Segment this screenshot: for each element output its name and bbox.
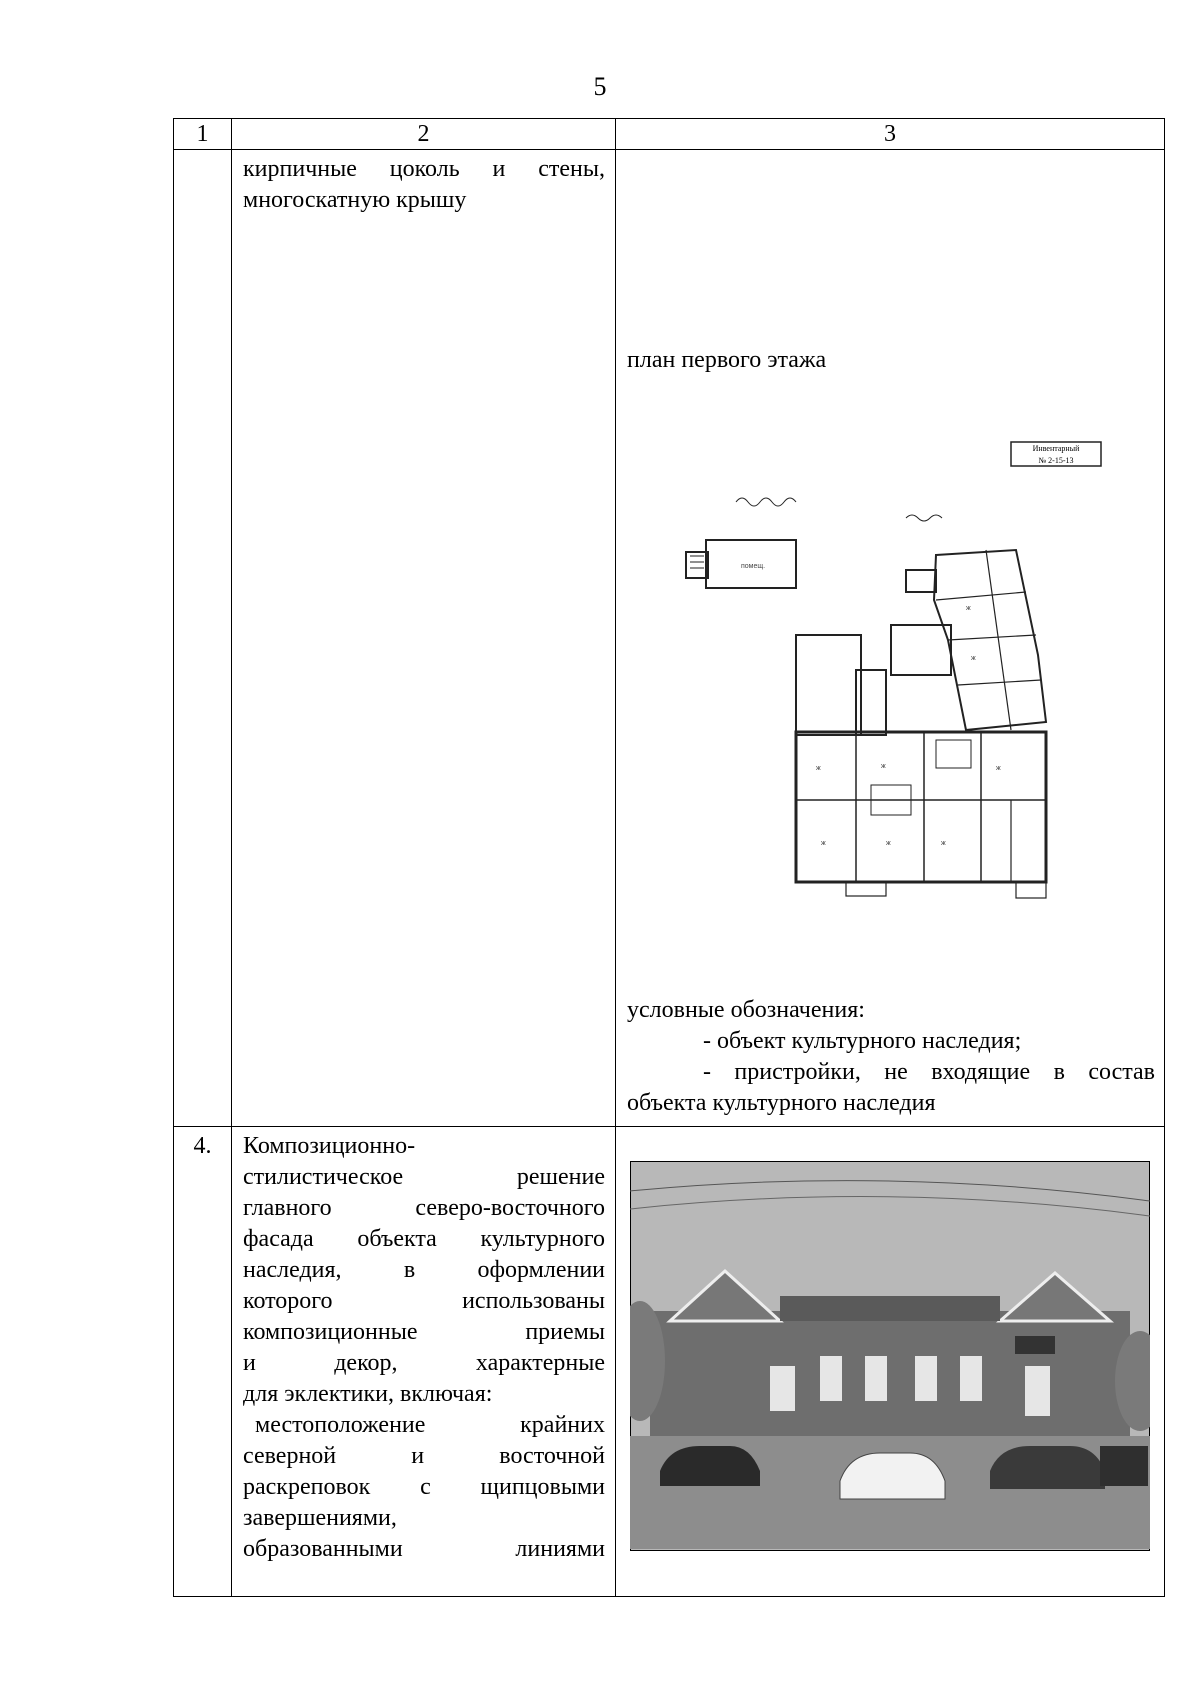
svg-text:ж: ж [816, 765, 821, 772]
description-line: и декор, характерные [243, 1350, 605, 1376]
header-col-3: 3 [616, 119, 1165, 150]
illustration-cell [616, 150, 1165, 1127]
svg-text:ж: ж [886, 840, 891, 847]
description-cell [232, 150, 616, 1127]
illustration-cell [616, 1127, 1165, 1597]
legend [627, 995, 1155, 1119]
description-line: северной и восточной [243, 1443, 605, 1469]
description-line: раскреповок с щипцовыми [243, 1474, 605, 1500]
description-line: Композиционно- [243, 1133, 416, 1159]
legend-item: - объект культурного наследия; [703, 1028, 1022, 1054]
table-header-row [174, 119, 1165, 150]
stamp-line-2: № 2-15-13 [1038, 456, 1074, 465]
floor-plan-drawing [666, 440, 1106, 910]
description-line: фасада объекта культурного [243, 1226, 605, 1252]
description-line: главного северо-восточного [243, 1195, 605, 1221]
legend-item: - пристройки, не входящие в состав [703, 1059, 1155, 1085]
svg-text:ж: ж [996, 765, 1001, 772]
svg-text:ж: ж [941, 840, 946, 847]
svg-text:ж: ж [971, 655, 976, 662]
stamp-line-1: Инвентарный [1032, 444, 1080, 453]
description-line: местоположение крайних [255, 1412, 605, 1438]
svg-text:ж: ж [821, 840, 826, 847]
heritage-table [173, 118, 1165, 1597]
row-number-cell: 4. [174, 1127, 232, 1597]
facade-photo [630, 1161, 1150, 1551]
svg-text:ж: ж [966, 605, 971, 612]
row-number-cell [174, 150, 232, 1127]
description-line: композиционные приемы [243, 1319, 605, 1345]
legend-title: условные обозначения: [627, 997, 865, 1023]
svg-text:помещ.: помещ. [741, 563, 766, 570]
description-line: стилистическое решение [243, 1164, 605, 1190]
legend-item: объекта культурного наследия [627, 1090, 936, 1116]
svg-text:ж: ж [881, 763, 886, 770]
table-row [174, 1127, 1165, 1597]
description-line: завершениями, [243, 1505, 397, 1531]
description-line: многоскатную крышу [243, 187, 467, 213]
description-line: для эклектики, включая: [243, 1381, 493, 1407]
plan-title: план первого этажа [627, 347, 827, 373]
table-row [174, 150, 1165, 1127]
description-cell [232, 1127, 616, 1597]
description-line: наследия, в оформлении [243, 1257, 605, 1283]
description-line: которого использованы [243, 1288, 605, 1314]
description-line: кирпичные цоколь и стены, [243, 156, 605, 182]
description-line: образованными линиями [243, 1536, 605, 1562]
header-col-2: 2 [232, 119, 616, 150]
page-number: 5 [593, 72, 607, 101]
header-col-1: 1 [174, 119, 232, 150]
